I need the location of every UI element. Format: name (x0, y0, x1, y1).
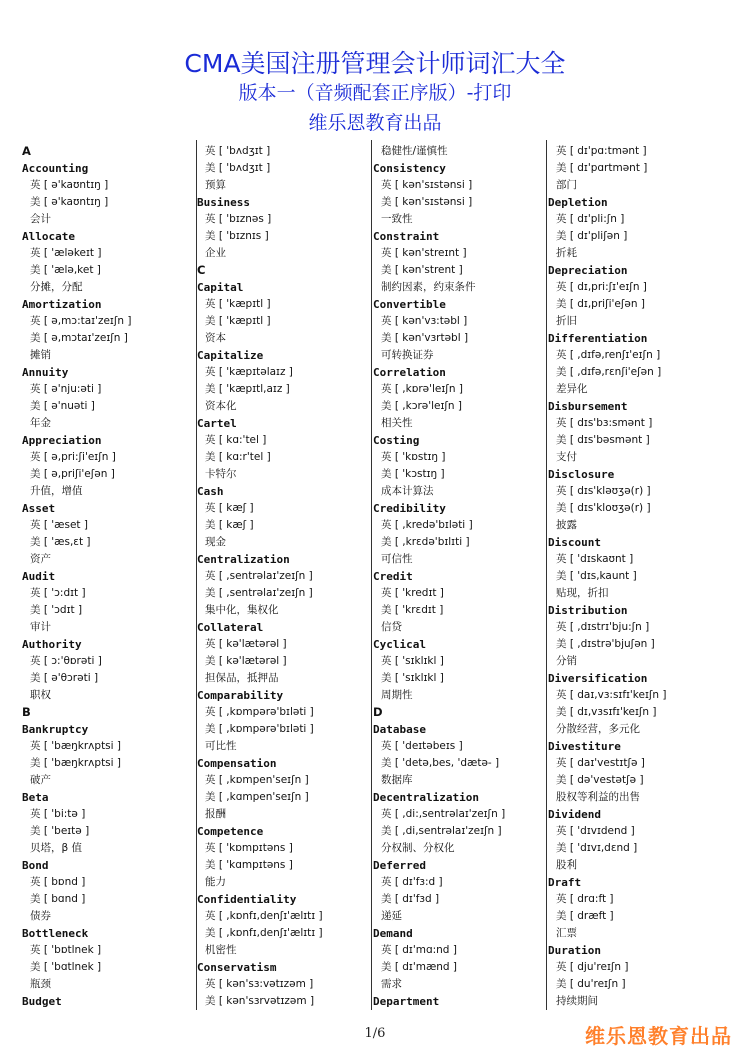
pronunciation: 英 [ dɪs'bɜ:smənt ] (556, 417, 653, 429)
chinese-meaning: 需求 (381, 978, 402, 990)
pronunciation: 美 [ dɪ'pɑrtmənt ] (556, 162, 648, 174)
vocab-term: Credit (373, 570, 413, 583)
vocabulary-columns (22, 143, 732, 1015)
pronunciation: 英 [ 'dɪskaʊnt ] (556, 553, 634, 565)
document-subtitle: 版本一（音频配套正序版）-打印 (238, 82, 512, 104)
pronunciation: 英 [ dɪ'pli:ʃn ] (556, 213, 625, 225)
pronunciation: 英 [ 'bæŋkrʌptsi ] (30, 740, 122, 752)
pronunciation: 英 [ daɪ,vɜ:sɪfɪ'keɪʃn ] (556, 689, 667, 701)
vocab-term: Competence (197, 825, 264, 838)
section-letter: C (197, 263, 206, 277)
pronunciation: 美 [ kæʃ ] (205, 519, 254, 531)
pronunciation: 美 [ ,kɑmpen'seɪʃn ] (205, 791, 309, 803)
pronunciation: 美 [ 'ælə,ket ] (30, 264, 101, 276)
chinese-meaning: 分散经营，多元化 (556, 723, 640, 735)
vocabulary-column-3 (373, 143, 543, 1015)
vocab-term: Allocate (22, 230, 75, 243)
pronunciation: 英 [ 'bi:tə ] (30, 808, 86, 820)
pronunciation: 英 [ dɪ'fɜ:d ] (381, 876, 443, 888)
pronunciation: 英 [ kə'lætərəl ] (205, 638, 287, 650)
vocab-term: Constraint (373, 230, 440, 243)
pronunciation: 美 [ dɪ'pliʃən ] (556, 230, 628, 242)
pronunciation: 美 [ kə'lætərəl ] (205, 655, 287, 667)
pronunciation: 美 [ ə'nuəti ] (30, 400, 95, 412)
vocab-term: Appreciation (22, 434, 102, 447)
chinese-meaning: 担保品，抵押品 (205, 672, 279, 684)
pronunciation: 英 [ kɑ:'tel ] (205, 434, 267, 446)
pronunciation: 美 [ ,dɪfə,rɛnʃi'eʃən ] (556, 366, 662, 378)
pronunciation: 英 [ 'æləkeɪt ] (30, 247, 102, 259)
pronunciation: 英 [ ə,pri:ʃi'eɪʃn ] (30, 451, 116, 463)
vocab-term: Confidentiality (197, 893, 297, 906)
vocab-term: Depletion (548, 196, 608, 209)
pronunciation: 英 [ drɑ:ft ] (556, 893, 614, 905)
vocab-term: Disbursement (548, 400, 628, 413)
pronunciation: 美 [ ə,mɔtaɪ'zeɪʃn ] (30, 332, 128, 344)
vocab-term: Demand (373, 927, 413, 940)
vocab-term: Audit (22, 570, 56, 583)
chinese-meaning: 分销 (556, 655, 577, 667)
pronunciation: 英 [ ,kɒmpen'seɪʃn ] (205, 774, 309, 786)
pronunciation: 美 [ 'kɔstɪŋ ] (381, 468, 445, 480)
vocab-term: Capitalize (197, 349, 264, 362)
pronunciation: 美 [ ,krɛdə'bɪlɪti ] (381, 536, 470, 548)
pronunciation: 美 [ 'kæpɪtl ] (205, 315, 271, 327)
vocabulary-column-4 (548, 143, 732, 1015)
chinese-meaning: 可转换证券 (381, 349, 434, 361)
vocabulary-column-1 (22, 143, 192, 1015)
pronunciation: 美 [ ,kɒnfɪ,denʃɪ'ælɪtɪ ] (205, 927, 323, 939)
chinese-meaning: 成本计算法 (381, 485, 434, 497)
document-title: CMA美国注册管理会计师词汇大全 (184, 49, 566, 78)
vocab-term: Bankruptcy (22, 723, 89, 736)
chinese-meaning: 支付 (556, 451, 577, 463)
chinese-meaning: 机密性 (205, 944, 237, 956)
chinese-meaning: 折旧 (556, 315, 577, 327)
document-publisher: 维乐恩教育出品 (308, 112, 442, 134)
pronunciation: 美 [ dɪ'fɜd ] (381, 893, 440, 905)
chinese-meaning: 年金 (30, 417, 51, 429)
chinese-meaning: 报酬 (205, 808, 226, 820)
chinese-meaning: 分摊，分配 (30, 281, 83, 293)
pronunciation: 美 [ 'kæpɪtl,aɪz ] (205, 383, 290, 395)
vocab-term: Beta (22, 791, 49, 804)
vocab-term: Bond (22, 859, 49, 872)
pronunciation: 英 [ kən'sɪstənsi ] (381, 179, 473, 191)
vocab-term: Centralization (197, 553, 290, 566)
pronunciation: 美 [ 'ɔdɪt ] (30, 604, 83, 616)
pronunciation: 英 [ 'deɪtəbeɪs ] (381, 740, 463, 752)
chinese-meaning: 集中化，集权化 (205, 604, 279, 616)
chinese-meaning: 折耗 (556, 247, 577, 259)
pronunciation: 英 [ ə'kaʊntɪŋ ] (30, 179, 109, 191)
pronunciation: 英 [ kən'sɜ:vətɪzəm ] (205, 978, 314, 990)
vocab-term: Credibility (373, 502, 446, 515)
vocab-term: Differentiation (548, 332, 648, 345)
vocab-term: Cartel (197, 417, 237, 430)
pronunciation: 英 [ 'dɪvɪdend ] (556, 825, 635, 837)
pronunciation: 美 [ dɪ,vɜsɪfɪ'keɪʃn ] (556, 706, 657, 718)
pronunciation: 美 [ ə'θɔrəti ] (30, 672, 99, 684)
pronunciation: 美 [ ,kɒmpərə'bɪləti ] (205, 723, 314, 735)
vocab-term: Discount (548, 536, 601, 549)
pronunciation: 英 [ dɪ'mɑ:nd ] (381, 944, 457, 956)
chinese-meaning: 一致性 (381, 213, 413, 225)
pronunciation: 英 [ ,di:,sentrəlaɪ'zeɪʃn ] (381, 808, 506, 820)
chinese-meaning: 资产 (30, 553, 51, 565)
chinese-meaning: 可比性 (205, 740, 237, 752)
vocab-term: Database (373, 723, 426, 736)
vocab-term: Department (373, 995, 440, 1008)
pronunciation: 美 [ dræft ] (556, 910, 614, 922)
pronunciation: 美 [ 'bɑtlnek ] (30, 961, 102, 973)
pronunciation: 英 [ 'æset ] (30, 519, 88, 531)
vocab-term: Capital (197, 281, 244, 294)
chinese-meaning: 资本 (205, 332, 226, 344)
chinese-meaning: 周期性 (381, 689, 413, 701)
chinese-meaning: 卡特尔 (205, 468, 237, 480)
chinese-meaning: 递延 (381, 910, 402, 922)
vocab-term: Depreciation (548, 264, 628, 277)
vocab-term: Divestiture (548, 740, 621, 753)
chinese-meaning: 相关性 (381, 417, 413, 429)
pronunciation: 美 [ 'detə,bes, 'dætə- ] (381, 757, 500, 769)
pronunciation: 美 [ 'sɪklɪkl ] (381, 672, 444, 684)
pronunciation: 美 [ 'kɑmpɪtəns ] (205, 859, 293, 871)
vocab-term: Bottleneck (22, 927, 89, 940)
pronunciation: 英 [ kən'vɜ:təbl ] (381, 315, 468, 327)
chinese-meaning: 部门 (556, 179, 577, 191)
pronunciation: 英 [ ɔ:'θɒrəti ] (30, 655, 102, 667)
vocab-term: Accounting (22, 162, 89, 175)
chinese-meaning: 数据库 (381, 774, 413, 786)
vocab-term: Duration (548, 944, 601, 957)
chinese-meaning: 升值，增值 (30, 485, 83, 497)
pronunciation: 英 [ dɪ'pɑ:tmənt ] (556, 145, 647, 157)
vocab-term: Convertible (373, 298, 446, 311)
chinese-meaning: 能力 (205, 876, 226, 888)
pronunciation: 英 [ ə'nju:əti ] (30, 383, 102, 395)
chinese-meaning: 汇票 (556, 927, 577, 939)
pronunciation: 英 [ dɪ,pri:ʃɪ'eɪʃn ] (556, 281, 647, 293)
vocab-term: Cyclical (373, 638, 426, 651)
pronunciation: 英 [ 'sɪklɪkl ] (381, 655, 444, 667)
chinese-meaning: 职权 (30, 689, 51, 701)
pronunciation: 美 [ dɪs'kloʊʒə(r) ] (556, 502, 651, 514)
vocab-term: Asset (22, 502, 56, 515)
pronunciation: 美 [ dɪ'mænd ] (381, 961, 458, 973)
vocab-term: Diversification (548, 672, 648, 685)
chinese-meaning: 贴现，折扣 (556, 587, 609, 599)
chinese-meaning: 审计 (30, 621, 51, 633)
vocab-term: Draft (548, 876, 582, 889)
vocab-term: Comparability (197, 689, 284, 702)
chinese-meaning: 披露 (556, 519, 577, 531)
vocab-term: Costing (373, 434, 420, 447)
pronunciation: 美 [ bɑnd ] (30, 893, 86, 905)
pronunciation: 英 [ bɒnd ] (30, 876, 86, 888)
vocab-term: Distribution (548, 604, 628, 617)
pronunciation: 美 [ ə,priʃi'eʃən ] (30, 468, 115, 480)
chinese-meaning: 股利 (556, 859, 577, 871)
pronunciation: 英 [ 'kɒstɪŋ ] (381, 451, 446, 463)
page-number: 1/6 (364, 1026, 386, 1041)
chinese-meaning: 预算 (205, 179, 226, 191)
pronunciation: 英 [ 'bɪznəs ] (205, 213, 272, 225)
pronunciation: 美 [ ,sentrəlaɪ'zeɪʃn ] (205, 587, 313, 599)
pronunciation: 英 [ 'bɒtlnek ] (30, 944, 102, 956)
chinese-meaning: 差异化 (556, 383, 588, 395)
pronunciation: 美 [ 'bæŋkrʌptsi ] (30, 757, 122, 769)
chinese-meaning: 摊销 (30, 349, 51, 361)
pronunciation: 美 [ 'æs,ɛt ] (30, 536, 91, 548)
pronunciation: 英 [ ,sentrəlaɪ'zeɪʃn ] (205, 570, 313, 582)
pronunciation: 美 [ 'bɪznɪs ] (205, 230, 269, 242)
pronunciation: 美 [ ,dɪstrə'bjuʃən ] (556, 638, 655, 650)
pronunciation: 英 [ kæʃ ] (205, 502, 254, 514)
vocab-term: Correlation (373, 366, 446, 379)
chinese-meaning: 分权制、分权化 (381, 842, 455, 854)
chinese-meaning: 企业 (205, 247, 226, 259)
vocab-term: Business (197, 196, 250, 209)
pronunciation: 美 [ 'krɛdɪt ] (381, 604, 444, 616)
pronunciation: 美 [ kən'sɪstənsi ] (381, 196, 473, 208)
pronunciation: 美 [ dɪ,priʃi'eʃən ] (556, 298, 645, 310)
chinese-meaning: 制约因素，约束条件 (381, 281, 476, 293)
vocab-term: Budget (22, 995, 62, 1008)
vocab-term: Compensation (197, 757, 277, 770)
pronunciation: 美 [ kən'strent ] (381, 264, 463, 276)
pronunciation: 美 [ dɪs'bəsmənt ] (556, 434, 650, 446)
pronunciation: 美 [ kən'sɜrvətɪzəm ] (205, 995, 315, 1007)
chinese-meaning: 股权等利益的出售 (556, 791, 640, 803)
chinese-meaning: 现金 (205, 536, 226, 548)
vocab-term: Deferred (373, 859, 426, 872)
chinese-meaning: 瓶颈 (30, 978, 51, 990)
vocabulary-column-2 (197, 143, 367, 1015)
pronunciation: 英 [ ,dɪfə,renʃɪ'eɪʃn ] (556, 349, 661, 361)
vocab-term: Amortization (22, 298, 102, 311)
vocab-term: Cash (197, 485, 224, 498)
pronunciation: 英 [ kən'streɪnt ] (381, 247, 467, 259)
pronunciation: 美 [ kən'vɜrtəbl ] (381, 332, 469, 344)
pronunciation: 英 [ ,kɒnfɪ,denʃɪ'ælɪtɪ ] (205, 910, 323, 922)
vocab-term: Dividend (548, 808, 601, 821)
pronunciation: 英 [ daɪ'vestɪtʃə ] (556, 757, 645, 769)
pronunciation: 美 [ ə'kaʊntɪŋ ] (30, 196, 109, 208)
section-letter: B (22, 705, 31, 719)
pronunciation: 美 [ də'vestətʃə ] (556, 774, 644, 786)
chinese-meaning: 稳健性/谨慎性 (381, 145, 448, 157)
section-letter: D (373, 705, 383, 719)
vocab-term: Consistency (373, 162, 446, 175)
watermark-logo: 维乐恩教育出品 (585, 1024, 732, 1048)
vocab-term: Disclosure (548, 468, 615, 481)
pronunciation: 美 [ 'beɪtə ] (30, 825, 90, 837)
pronunciation: 美 [ 'dɪs,kaunt ] (556, 570, 637, 582)
section-letter: A (22, 144, 31, 158)
vocab-term: Collateral (197, 621, 264, 634)
pronunciation: 英 [ dju'reɪʃn ] (556, 961, 629, 973)
vocab-term: Authority (22, 638, 82, 651)
pronunciation: 英 [ 'kæpɪtl ] (205, 298, 271, 310)
chinese-meaning: 债券 (30, 910, 51, 922)
pronunciation: 英 [ 'kɒmpɪtəns ] (205, 842, 293, 854)
pronunciation: 英 [ 'bʌdʒɪt ] (205, 145, 271, 157)
pronunciation: 英 [ dɪs'kləʊʒə(r) ] (556, 485, 651, 497)
pronunciation: 美 [ kɑ:r'tel ] (205, 451, 271, 463)
vocab-term: Decentralization (373, 791, 479, 804)
pronunciation: 英 [ 'ɔ:dɪt ] (30, 587, 86, 599)
pronunciation: 英 [ ,kɒrə'leɪʃn ] (381, 383, 463, 395)
chinese-meaning: 资本化 (205, 400, 237, 412)
pronunciation: 英 [ ,kredə'bɪləti ] (381, 519, 473, 531)
pronunciation: 美 [ 'bʌdʒɪt ] (205, 162, 271, 174)
pronunciation: 英 [ ə,mɔ:taɪ'zeɪʃn ] (30, 315, 132, 327)
pronunciation: 美 [ du'reɪʃn ] (556, 978, 626, 990)
chinese-meaning: 破产 (30, 774, 51, 786)
chinese-meaning: 可信性 (381, 553, 413, 565)
pronunciation: 美 [ ,di,sentrəlaɪ'zeɪʃn ] (381, 825, 502, 837)
chinese-meaning: 信贷 (381, 621, 402, 633)
pronunciation: 英 [ ,dɪstrɪ'bju:ʃn ] (556, 621, 650, 633)
pronunciation: 英 [ 'kæpɪtəlaɪz ] (205, 366, 293, 378)
chinese-meaning: 贝塔，β 值 (30, 842, 83, 854)
chinese-meaning: 会计 (30, 213, 51, 225)
vocab-term: Conservatism (197, 961, 277, 974)
vocab-term: Annuity (22, 366, 69, 379)
pronunciation: 英 [ ,kɒmpərə'bɪləti ] (205, 706, 314, 718)
pronunciation: 英 [ 'kredɪt ] (381, 587, 444, 599)
pronunciation: 美 [ 'dɪvɪ,dɛnd ] (556, 842, 638, 854)
pronunciation: 美 [ ,kɔrə'leɪʃn ] (381, 400, 463, 412)
chinese-meaning: 持续期间 (556, 995, 598, 1007)
